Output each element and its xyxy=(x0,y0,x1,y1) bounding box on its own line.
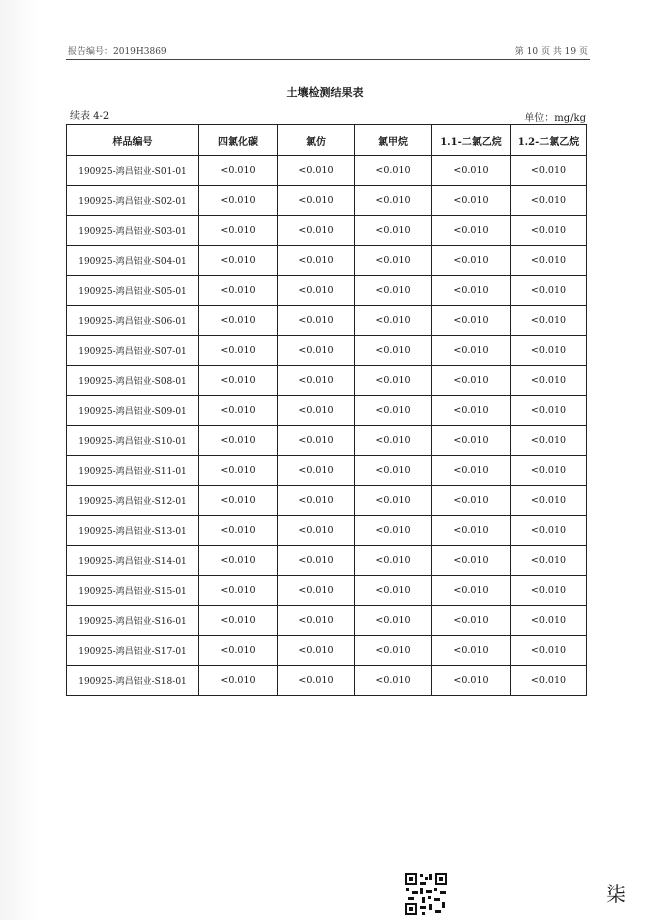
table-row xyxy=(67,366,587,396)
value-cell: <0.010 xyxy=(199,306,278,336)
value-cell: <0.010 xyxy=(355,636,432,666)
value-cell: <0.010 xyxy=(511,516,587,546)
value-cell: <0.010 xyxy=(278,276,355,306)
value-cell: <0.010 xyxy=(432,576,511,606)
value-cell: <0.010 xyxy=(355,606,432,636)
sample-id-cell: 190925-鸿昌铝业-S03-01 xyxy=(67,216,199,246)
value-cell: <0.010 xyxy=(511,546,587,576)
value-cell: <0.010 xyxy=(511,666,587,696)
qr-code-icon xyxy=(404,872,448,916)
unit-label: 单位：mg/kg xyxy=(524,113,586,124)
column-header: 氯甲烷 xyxy=(355,125,432,156)
value-cell: <0.010 xyxy=(278,396,355,426)
value-cell: <0.010 xyxy=(432,186,511,216)
value-cell: <0.010 xyxy=(511,216,587,246)
value-cell: <0.010 xyxy=(199,276,278,306)
value-cell: <0.010 xyxy=(355,486,432,516)
table-row xyxy=(67,486,587,516)
value-cell: <0.010 xyxy=(278,576,355,606)
sample-id-cell: 190925-鸿昌铝业-S15-01 xyxy=(67,576,199,606)
table-row xyxy=(67,606,587,636)
value-cell: <0.010 xyxy=(278,666,355,696)
table-row xyxy=(67,186,587,216)
value-cell: <0.010 xyxy=(511,276,587,306)
column-header: 四氯化碳 xyxy=(199,125,278,156)
table-row xyxy=(67,576,587,606)
value-cell: <0.010 xyxy=(278,216,355,246)
value-cell: <0.010 xyxy=(199,546,278,576)
results-table xyxy=(66,124,587,696)
value-cell: <0.010 xyxy=(432,336,511,366)
sample-id-cell: 190925-鸿昌铝业-S01-01 xyxy=(67,156,199,186)
value-cell: <0.010 xyxy=(278,606,355,636)
sample-id-cell: 190925-鸿昌铝业-S05-01 xyxy=(67,276,199,306)
value-cell: <0.010 xyxy=(355,276,432,306)
sample-id-cell: 190925-鸿昌铝业-S12-01 xyxy=(67,486,199,516)
value-cell: <0.010 xyxy=(432,156,511,186)
value-cell: <0.010 xyxy=(199,426,278,456)
table-row xyxy=(67,336,587,366)
value-cell: <0.010 xyxy=(278,456,355,486)
value-cell: <0.010 xyxy=(199,636,278,666)
value-cell: <0.010 xyxy=(278,186,355,216)
sample-id-cell: 190925-鸿昌铝业-S13-01 xyxy=(67,516,199,546)
value-cell: <0.010 xyxy=(355,576,432,606)
value-cell: <0.010 xyxy=(432,276,511,306)
value-cell: <0.010 xyxy=(511,306,587,336)
table-title: 土壤检测结果表 xyxy=(286,86,364,99)
value-cell: <0.010 xyxy=(432,306,511,336)
value-cell: <0.010 xyxy=(432,516,511,546)
value-cell: <0.010 xyxy=(199,516,278,546)
report-number: 报告编号：2019H3869 xyxy=(68,47,167,57)
value-cell: <0.010 xyxy=(199,246,278,276)
value-cell: <0.010 xyxy=(199,396,278,426)
value-cell: <0.010 xyxy=(278,516,355,546)
value-cell: <0.010 xyxy=(199,156,278,186)
value-cell: <0.010 xyxy=(199,576,278,606)
value-cell: <0.010 xyxy=(199,456,278,486)
value-cell: <0.010 xyxy=(432,486,511,516)
value-cell: <0.010 xyxy=(355,306,432,336)
value-cell: <0.010 xyxy=(432,456,511,486)
value-cell: <0.010 xyxy=(432,396,511,426)
sample-id-cell: 190925-鸿昌铝业-S02-01 xyxy=(67,186,199,216)
sample-id-cell: 190925-鸿昌铝业-S10-01 xyxy=(67,426,199,456)
value-cell: <0.010 xyxy=(278,306,355,336)
value-cell: <0.010 xyxy=(355,666,432,696)
sample-id-cell: 190925-鸿昌铝业-S14-01 xyxy=(67,546,199,576)
value-cell: <0.010 xyxy=(355,396,432,426)
value-cell: <0.010 xyxy=(199,366,278,396)
value-cell: <0.010 xyxy=(432,606,511,636)
table-row xyxy=(67,156,587,186)
sample-id-cell: 190925-鸿昌铝业-S17-01 xyxy=(67,636,199,666)
value-cell: <0.010 xyxy=(511,336,587,366)
table-row xyxy=(67,306,587,336)
value-cell: <0.010 xyxy=(511,426,587,456)
value-cell: <0.010 xyxy=(278,156,355,186)
value-cell: <0.010 xyxy=(355,516,432,546)
table-label: 续表 4-2 xyxy=(70,111,110,122)
value-cell: <0.010 xyxy=(511,486,587,516)
value-cell: <0.010 xyxy=(355,246,432,276)
header-rule xyxy=(66,59,590,60)
value-cell: <0.010 xyxy=(432,366,511,396)
table-row xyxy=(67,636,587,666)
table-row xyxy=(67,216,587,246)
sample-id-cell: 190925-鸿昌铝业-S04-01 xyxy=(67,246,199,276)
table-row xyxy=(67,246,587,276)
corner-mark: 柒 xyxy=(606,882,626,906)
value-cell: <0.010 xyxy=(278,366,355,396)
value-cell: <0.010 xyxy=(278,546,355,576)
value-cell: <0.010 xyxy=(199,186,278,216)
value-cell: <0.010 xyxy=(278,246,355,276)
table-row xyxy=(67,516,587,546)
value-cell: <0.010 xyxy=(432,426,511,456)
value-cell: <0.010 xyxy=(511,246,587,276)
page-info: 第 10 页 共 19 页 xyxy=(514,47,588,57)
value-cell: <0.010 xyxy=(432,246,511,276)
value-cell: <0.010 xyxy=(511,606,587,636)
value-cell: <0.010 xyxy=(432,216,511,246)
table-header-row xyxy=(67,125,587,156)
table-row xyxy=(67,426,587,456)
table-row xyxy=(67,666,587,696)
table-row xyxy=(67,396,587,426)
column-header: 1.2-二氯乙烷 xyxy=(511,125,587,156)
value-cell: <0.010 xyxy=(511,156,587,186)
column-header: 氯仿 xyxy=(278,125,355,156)
value-cell: <0.010 xyxy=(511,456,587,486)
value-cell: <0.010 xyxy=(199,666,278,696)
value-cell: <0.010 xyxy=(355,546,432,576)
value-cell: <0.010 xyxy=(511,366,587,396)
value-cell: <0.010 xyxy=(278,336,355,366)
sample-id-cell: 190925-鸿昌铝业-S11-01 xyxy=(67,456,199,486)
value-cell: <0.010 xyxy=(278,426,355,456)
value-cell: <0.010 xyxy=(278,486,355,516)
table-body xyxy=(67,156,587,696)
value-cell: <0.010 xyxy=(511,636,587,666)
sample-id-cell: 190925-鸿昌铝业-S18-01 xyxy=(67,666,199,696)
value-cell: <0.010 xyxy=(432,666,511,696)
sample-id-cell: 190925-鸿昌铝业-S08-01 xyxy=(67,366,199,396)
value-cell: <0.010 xyxy=(432,636,511,666)
value-cell: <0.010 xyxy=(511,576,587,606)
sample-id-cell: 190925-鸿昌铝业-S09-01 xyxy=(67,396,199,426)
table-row xyxy=(67,546,587,576)
value-cell: <0.010 xyxy=(199,216,278,246)
sample-id-cell: 190925-鸿昌铝业-S07-01 xyxy=(67,336,199,366)
value-cell: <0.010 xyxy=(511,186,587,216)
value-cell: <0.010 xyxy=(355,216,432,246)
value-cell: <0.010 xyxy=(199,486,278,516)
value-cell: <0.010 xyxy=(278,636,355,666)
value-cell: <0.010 xyxy=(432,546,511,576)
table-row xyxy=(67,276,587,306)
value-cell: <0.010 xyxy=(355,366,432,396)
value-cell: <0.010 xyxy=(199,606,278,636)
value-cell: <0.010 xyxy=(355,456,432,486)
column-header: 1.1-二氯乙烷 xyxy=(432,125,511,156)
value-cell: <0.010 xyxy=(355,186,432,216)
sample-id-cell: 190925-鸿昌铝业-S06-01 xyxy=(67,306,199,336)
column-header: 样品编号 xyxy=(67,125,199,156)
value-cell: <0.010 xyxy=(355,426,432,456)
value-cell: <0.010 xyxy=(355,336,432,366)
sample-id-cell: 190925-鸿昌铝业-S16-01 xyxy=(67,606,199,636)
value-cell: <0.010 xyxy=(355,156,432,186)
table-row xyxy=(67,456,587,486)
value-cell: <0.010 xyxy=(199,336,278,366)
value-cell: <0.010 xyxy=(511,396,587,426)
